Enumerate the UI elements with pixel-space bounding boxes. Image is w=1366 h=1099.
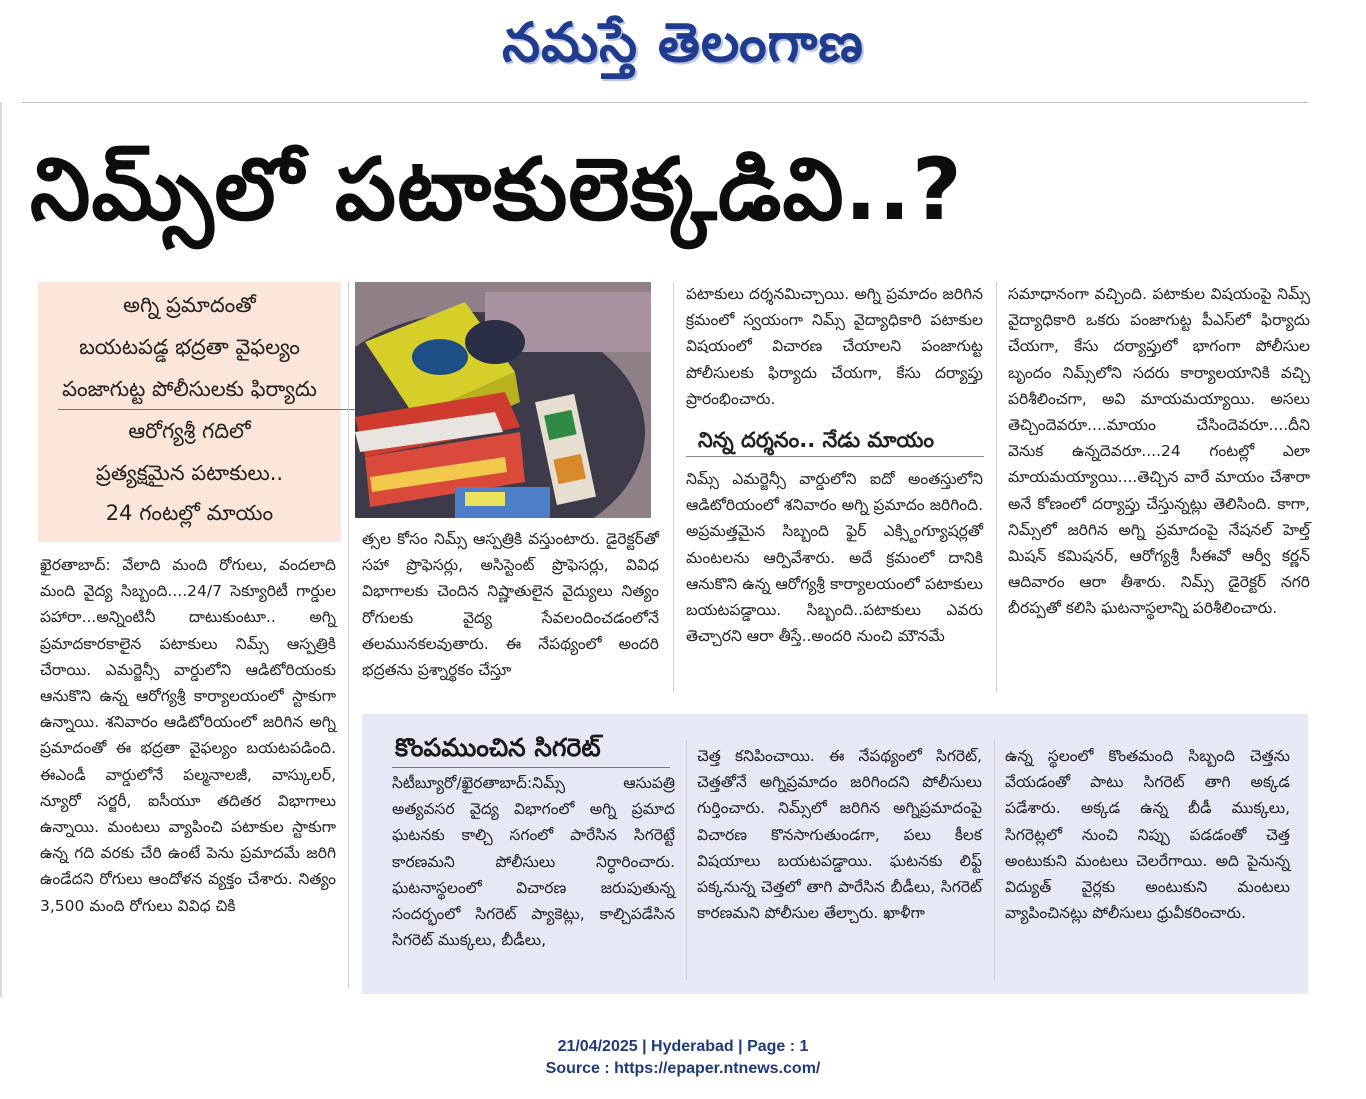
column-divider — [673, 282, 674, 692]
footer-date-line: 21/04/2025 | Hyderabad | Page : 1 — [557, 1038, 809, 1055]
highlight-line: ప్రత్యక్షమైన పటాకులు.. — [95, 461, 284, 485]
highlight-line: 24 గంటల్లో మాయం — [105, 501, 274, 525]
sidebar-column-2 — [697, 743, 982, 926]
sidebar-text: సిటీబ్యూరో/ఖైరతాబాద్:నిమ్స్ ఆసుపత్రి అత్యవసర వైద్య విభాగంలో అగ్ని ప్రమాద ఘటనకు కాల్చి సగంలో పారేసిన సిగరెట్టే కారణమని పోలీసులు నిర్ధారించారు. ఘటనాస్థలంలో విచారణ జరుపుతున్న సందర్భంలో సిగరెట్ ప్యాకెట్లు, కాల్చిపడేసిన సిగరెట్ ముక్కలు, బీడీలు, — [392, 774, 675, 950]
article-column-3-top — [686, 281, 983, 412]
headline: నిమ్స్‌లో పటాకులెక్కడివి..? — [30, 140, 963, 240]
highlight-line: పంజాగుట్ట పోలీసులకు ఫిర్యాదు — [62, 377, 317, 401]
article-text: సమాధానంగా వచ్చింది. పటాకుల విషయంపై నిమ్స్ వైద్యాధికారి ఒకరు పంజాగుట్ట పీఎస్‌లో ఫిర్యాదు చేయగా, కేసు దర్యాప్తులో భాగంగా పోలీసుల బృందం నిమ్స్‌లోని సదరు కార్యాలయానికి వచ్చి పరిశీలించగా, అవి మాయమయ్యాయి. అసలు తెచ్చిందెవరూ....మాయం చేసిందెవరూ....దీని వెనుక ఉన్నదెవరూ....24 గంటల్లో ఎలా మాయమయ్యాయి....తెచ్చిన వారే మాయం చేశారా అనే కోణంలో దర్యాప్తు చేస్తున్నట్లు తెలిసింది. కాగా, నిమ్స్‌లో జరిగిన అగ్ని ప్రమాదంపై నేషనల్ హెల్త్ మిషన్ కమిషనర్, ఆరోగ్యశ్రీ సీఈవో ఆర్వీ కర్ణన్ ఆదివారం ఆరా తీశారు. నిమ్స్ డైరెక్టర్ నగరి బీరప్పతో కలిసి ఘటనాస్థలాన్ని పరిశీలించారు. — [1008, 285, 1310, 618]
subheading: నిన్న దర్శనం.. నేడు మాయం — [697, 428, 935, 452]
footer-source-line[interactable]: Source : https://epaper.ntnews.com/ — [545, 1060, 821, 1077]
sidebar-title-rule — [392, 767, 670, 768]
sidebar-title: కొంపముంచిన సిగరెట్ — [395, 733, 601, 762]
left-page-rule — [0, 102, 2, 997]
article-text: ఖైరతాబాద్: వేలాది మంది రోగులు, వందలాది మంది వైద్య సిబ్బంది....24/7 సెక్యూరిటీ గార్డుల పహారా...అన్నింటినీ దాటుకుంటూ.. అగ్ని ప్రమాదకారకాలైన పటాకులు నిమ్స్ ఆస్పత్రికి చేరాయి. ఎమర్జెన్సీ వార్డులోని ఆడిటోరియంకు ఆనుకొని ఉన్న ఆరోగ్యశ్రీ కార్యాలయంలో స్టాకుగా ఉన్నాయి. శనివారం ఆడిటోరియంలో జరిగిన అగ్ని ప్రమాదంతో ఈ భద్రతా వైఫల్యం బయటపడింది. ఈఎండీ వార్డులోనే పల్మనాలజీ, వాస్కులర్, న్యూరో సర్జరీ, ఐసీయూ తదితర విభాగాలు ఉన్నాయి. మంటలు వ్యాపించి పటాకుల స్టాకుగా ఉన్న గది వరకు చేరి ఉంటే పెను ప్రమాదమే జరిగి ఉండేదని రోగులు ఆందోళన వ్యక్తం చేశారు. నిత్యం 3,500 మంది రోగులు వివిధ చికి — [40, 556, 336, 915]
sidebar-text: చెత్త కనిపించాయి. ఈ నేపథ్యంలో సిగరెట్, చెత్తతోనే అగ్నిప్రమాదం జరిగిందని పోలీసులు గుర్తించారు. నిమ్స్‌లో జరిగిన అగ్నిప్రమాదంపై విచారణ కొనసాగుతుండగా, పలు కీలక విషయాలు బయటపడ్డాయి. ఘటనకు లిఫ్ట్ పక్కనున్న చెత్తలో తాగి పారేసిన బీడీలు, సిగరెట్ కారణమని పోలీసుల తేల్చారు. ఖాళీగా — [697, 747, 982, 923]
article-column-2 — [362, 526, 659, 683]
masthead-logo: నమస్తే తెలంగాణ — [502, 11, 864, 74]
article-column-3-bottom — [686, 466, 983, 649]
column-divider — [348, 282, 349, 988]
sidebar-column-3 — [1005, 743, 1290, 926]
subheading-rule — [686, 456, 984, 457]
top-rule — [22, 102, 1308, 103]
highlight-line: ఆరోగ్యశ్రీ గదిలో — [128, 419, 251, 443]
article-text: త్సల కోసం నిమ్స్ ఆస్పత్రికి వస్తుంటారు. డైరెక్టర్‌తో సహా ప్రొఫెసర్లు, అసిస్టెంట్ ప్రొఫెసర్లు, వివిధ విభాగాలకు చెందిన నిష్ణాతులైన వైద్యులు నిత్యం రోగులకు వైద్య సేవలందించడంలోనే తలమునకలవుతారు. ఈ నేపథ్యంలో అందరి భద్రతను ప్రశ్నార్థకం చేస్తూ — [362, 530, 659, 680]
column-divider — [994, 740, 995, 980]
highlight-separator — [58, 409, 364, 410]
article-column-4 — [1008, 281, 1310, 622]
column-divider — [996, 282, 997, 692]
article-text: పటాకులు దర్శనమిచ్చాయి. అగ్ని ప్రమాదం జరిగిన క్రమంలో స్వయంగా నిమ్స్ వైద్యాధికారి పటాకుల విషయంలో విచారణ చేయాలని పంజాగుట్ట పోలీసులకు ఫిర్యాదు చేయగా, కేసు దర్యాప్తు ప్రారంభించారు. — [686, 285, 983, 408]
article-column-1 — [40, 552, 336, 919]
sidebar-text: ఉన్న స్థలంలో కొంతమంది సిబ్బంది చెత్తను వేయడంతో పాటు సిగరెట్ తాగి అక్కడ పడేశారు. అక్కడ ఉన్న బీడీ ముక్కలు, సిగరెట్లలో నుంచి నిప్పు పడడంతో చెత్త అంటుకుని మంటలు చెలరేగాయి. అది పైనున్న విద్యుత్ వైర్లకు అంటుకుని మంటలు వ్యాపించినట్లు పోలీసులు ధ్రువీకరించారు. — [1005, 747, 1290, 923]
highlight-line: బయటపడ్డ భద్రతా వైఫల్యం — [79, 335, 300, 359]
article-text: నిమ్స్ ఎమర్జెన్సీ వార్డులోని ఐదో అంతస్తులోని ఆడిటోరియంలో శనివారం అగ్ని ప్రమాదం జరిగింది. అప్రమత్తమైన సిబ్బంది ఫైర్ ఎక్స్టింగ్యూషర్లతో మంటలను ఆర్పివేశారు. అదే క్రమంలో దానికి ఆనుకొని ఉన్న ఆరోగ్యశ్రీ కార్యాలయంలో పటాకులు బయటపడ్డాయి. సిబ్బంది..పటాకులు ఎవరు తెచ్చారని ఆరా తీస్తే..అందరి నుంచి మౌనమే — [686, 470, 983, 646]
highlight-line: అగ్ని ప్రమాదంతో — [123, 293, 256, 317]
firecrackers-photo — [355, 282, 651, 518]
column-divider — [686, 740, 687, 980]
sidebar-column-1 — [392, 770, 675, 953]
highlight-box — [38, 282, 341, 542]
